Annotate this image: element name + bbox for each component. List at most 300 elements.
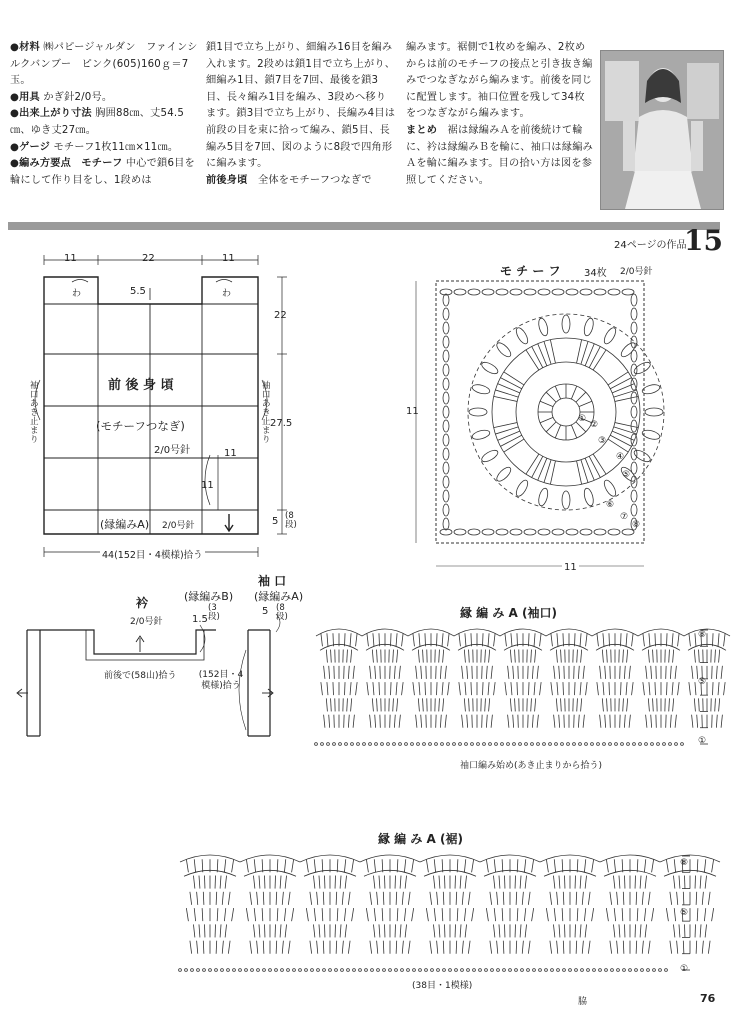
fan-stitch [585, 924, 586, 937]
chain-stitch [375, 743, 378, 746]
motif-edge-loop [454, 289, 466, 295]
fan-stitch [383, 941, 384, 954]
motif-chain-loop [514, 326, 530, 346]
page-number: 76 [700, 992, 716, 1005]
chain-stitch [651, 743, 654, 746]
fan-stitch [642, 892, 643, 905]
chain-stitch [369, 743, 372, 746]
fan-stitch [502, 908, 503, 921]
fan-stitch [715, 698, 716, 711]
fan-stitch [402, 633, 404, 646]
chain-stitch [575, 969, 578, 972]
chain-stitch [335, 969, 338, 972]
fan-stitch [345, 924, 346, 937]
fan-stitch [719, 650, 720, 663]
motif-edge-loop [443, 504, 449, 516]
fan-stitch [336, 941, 337, 954]
fan-stitch [373, 924, 374, 937]
sleeve-rows: (8段) [276, 603, 288, 622]
chain-stitch [359, 969, 362, 972]
fan-stitch [646, 715, 647, 728]
fan-stitch [337, 908, 338, 921]
chain-stitch [453, 743, 456, 746]
fan-stitch [284, 859, 285, 872]
fan-stitch [670, 941, 672, 954]
chain-stitch [477, 743, 480, 746]
fan-stitch [225, 924, 226, 937]
fan-stitch [373, 876, 374, 889]
chain-stitch [515, 969, 518, 972]
fan-stitch [586, 633, 588, 646]
dim-top-right: 11 [222, 253, 235, 264]
chain-stitch [363, 743, 366, 746]
fan-stitch [464, 908, 465, 921]
chain-stitch [407, 969, 410, 972]
motif-edge-loop [443, 350, 449, 362]
fan-stitch [494, 908, 495, 921]
col2-text: 鎖1目で立ち上がり、細編み16目を編み入れます。2段めは鎖1目で立ち上がり、細編み1目、鎖7目を7回、最後を鎖3目、長々編み1目を編み、3段めへ移ります。鎖3目で立ち上がり、長編み4目は前段の目を束に拾って編み、鎖5目、長編み5目を7回、図のように8段で四角形に編みます。 [206, 42, 396, 170]
fan-stitch [232, 859, 234, 872]
fan-stitch [324, 666, 325, 679]
chain-stitch [663, 743, 666, 746]
fan-stitch [705, 924, 706, 937]
fan-stitch [442, 682, 443, 695]
edge-hem-row-1: ① [680, 964, 689, 974]
motif-stitch [532, 346, 543, 367]
fan-stitch [666, 908, 668, 921]
fan-stitch [336, 892, 337, 905]
motif-edge-loop [468, 289, 480, 295]
fan-stitch [557, 941, 558, 954]
chain-stitch [449, 969, 452, 972]
dim-27-5: 27.5 [270, 418, 293, 429]
edge-sleeve-row-8: ⑧ [698, 630, 707, 640]
fan-stitch [532, 715, 533, 728]
fan-stitch [609, 633, 610, 646]
fan-stitch [622, 908, 623, 921]
motif-edge-loop [538, 289, 550, 295]
chain-stitch [423, 743, 426, 746]
motif-stitch [576, 392, 586, 402]
chain-stitch [389, 969, 392, 972]
fan-stitch [225, 876, 226, 889]
chain-stitch [461, 969, 464, 972]
chain-stitch [305, 969, 308, 972]
fan-stitch [393, 698, 394, 711]
fan-stitch [580, 924, 581, 937]
fan-stitch [472, 859, 474, 872]
chain-stitch [413, 969, 416, 972]
fan-stitch [285, 876, 286, 889]
edge-sleeve-start: 袖口編み始め(あき止まりから拾う) [460, 761, 603, 771]
motif-chain-loop [537, 317, 549, 336]
body-needle: 2/0号針 [154, 445, 191, 456]
fan-stitch [561, 650, 562, 663]
fan-stitch [366, 908, 368, 921]
motif-chain-loop [480, 448, 500, 464]
fan-stitch [321, 633, 323, 646]
chain-stitch [269, 969, 272, 972]
fan-stitch [186, 859, 188, 872]
fan-stitch [367, 682, 369, 695]
fan-stitch [366, 859, 368, 872]
fan-stitch [460, 924, 461, 937]
chain-stitch [345, 743, 348, 746]
fan-stitch [557, 633, 558, 646]
fan-stitch [524, 908, 525, 921]
fan-stitch [321, 682, 323, 695]
motif-stitch [571, 386, 576, 399]
motif-edge-loop [510, 289, 522, 295]
chain-stitch [395, 969, 398, 972]
sleeve-open-right: 袖口あき止まり [262, 381, 271, 445]
fan-stitch [490, 941, 492, 954]
motif-stitch [504, 439, 524, 452]
fan-stitch [284, 908, 285, 921]
col1-heading: ●出来上がり寸法 [10, 108, 92, 120]
fan-stitch [499, 876, 500, 889]
fan-stitch [353, 666, 354, 679]
fan-stitch [632, 633, 634, 646]
chain-stitch [251, 969, 254, 972]
fan-stitch [285, 924, 286, 937]
fan-stitch [592, 859, 594, 872]
motif-stitch [494, 423, 517, 428]
fan-stitch [276, 941, 277, 954]
motif-edge-loop [631, 322, 637, 334]
fan-stitch [250, 941, 252, 954]
fan-stitch [203, 941, 204, 954]
fan-stitch [557, 682, 558, 695]
fan-stitch [464, 698, 465, 711]
chain-stitch [293, 969, 296, 972]
fan-stitch [708, 892, 710, 905]
chain-stitch [257, 969, 260, 972]
motif-edge-loop [566, 529, 578, 535]
fan-stitch [333, 633, 334, 646]
fan-stitch [224, 908, 225, 921]
fan-stitch [277, 859, 278, 872]
fan-stitch [216, 941, 217, 954]
fan-stitch [393, 650, 394, 663]
fan-stitch [228, 892, 230, 905]
fan-stitch [488, 633, 489, 646]
motif-edge-loop [482, 289, 494, 295]
motif-chain-loop [562, 315, 570, 333]
fan-stitch [683, 941, 684, 954]
chain-stitch [561, 743, 564, 746]
fan-stitch [637, 859, 638, 872]
fan-stitch [348, 715, 349, 728]
edging-hem-chart [179, 855, 720, 971]
fan-stitch [222, 941, 223, 954]
fan-stitch [379, 924, 380, 937]
fan-stitch [577, 650, 578, 663]
fan-stitch [576, 892, 577, 905]
fan-stitch [370, 666, 371, 679]
motif-edge-loop [443, 294, 449, 306]
fan-stitch [194, 859, 195, 872]
motif-stitch [550, 461, 555, 484]
dim-top-mid: 22 [142, 253, 155, 264]
chain-stitch [617, 969, 620, 972]
motif-edge-loop [524, 289, 536, 295]
fan-stitch [619, 876, 620, 889]
fan-stitch [525, 924, 526, 937]
fan-stitch [405, 924, 406, 937]
fan-stitch [456, 892, 457, 905]
fan-stitch [397, 908, 398, 921]
fan-stitch [626, 682, 627, 695]
fan-stitch [421, 666, 422, 679]
chain-stitch [323, 969, 326, 972]
fan-stitch [692, 666, 693, 679]
fan-stitch [351, 698, 352, 711]
fan-stitch [423, 698, 424, 711]
fan-stitch [277, 908, 278, 921]
fan-stitch [636, 892, 637, 905]
fan-stitch [352, 908, 354, 921]
body-bottom-pickup: 44(152目・4模様)拾う [100, 547, 205, 561]
fan-stitch [430, 892, 432, 905]
fan-stitch [352, 859, 354, 872]
chain-stitch [317, 969, 320, 972]
fan-stitch [443, 941, 444, 954]
fan-stitch [282, 941, 283, 954]
chain-stitch [209, 969, 212, 972]
fan-stitch [679, 924, 680, 937]
chain-stitch [629, 969, 632, 972]
fan-stitch [462, 892, 463, 905]
motif-stitch [526, 350, 539, 370]
motif-edge-loop [496, 289, 508, 295]
fan-stitch [292, 859, 294, 872]
fan-stitch [602, 698, 603, 711]
fan-stitch [670, 892, 672, 905]
fan-stitch [642, 941, 643, 954]
chain-stitch [341, 969, 344, 972]
motif-stitch [577, 340, 582, 363]
fan-stitch [448, 633, 450, 646]
fan-stitch [627, 650, 628, 663]
fan-stitch [699, 698, 700, 711]
fan-stitch [253, 924, 254, 937]
fan-stitch [695, 633, 696, 646]
fan-stitch [622, 859, 623, 872]
dim-top-left: 11 [64, 253, 77, 264]
fan-stitch [416, 715, 417, 728]
chain-stitch [659, 969, 662, 972]
fan-stitch [331, 650, 332, 663]
fan-stitch [391, 633, 392, 646]
chain-stitch [455, 969, 458, 972]
fan-stitch [679, 876, 680, 889]
chain-stitch [639, 743, 642, 746]
chain-stitch [479, 969, 482, 972]
motif-edge-loop [468, 529, 480, 535]
collar-title: 衿 [136, 596, 149, 610]
fan-stitch [404, 859, 405, 872]
chain-stitch [503, 969, 506, 972]
fan-stitch [516, 941, 517, 954]
chain-stitch [557, 969, 560, 972]
motif-edge-loop [443, 406, 449, 418]
fan-stitch [280, 876, 281, 889]
fan-stitch [485, 698, 486, 711]
sleeve-open-left: 袖口あき止まり [30, 381, 39, 445]
fan-stitch [494, 633, 496, 646]
chain-stitch [539, 969, 542, 972]
fan-stitch [651, 666, 652, 679]
fan-stitch [467, 715, 468, 728]
fan-stitch [581, 698, 582, 711]
fan-stitch [644, 908, 645, 921]
fan-stitch [356, 682, 358, 695]
motif-chain-loop [602, 326, 618, 346]
fan-stitch [190, 941, 192, 954]
fan-stitch [323, 941, 324, 954]
fan-stitch [694, 650, 695, 663]
fan-stitch [583, 715, 584, 728]
fan-stitch [186, 908, 188, 921]
fan-stitch [580, 633, 581, 646]
fan-stitch [556, 650, 557, 663]
fan-stitch [508, 715, 509, 728]
motif-chain-loop [632, 360, 652, 376]
fan-stitch [700, 924, 701, 937]
chain-stitch [507, 743, 510, 746]
fan-stitch [379, 682, 380, 695]
fan-stitch [669, 698, 670, 711]
chain-stitch [519, 743, 522, 746]
fan-stitch [327, 633, 328, 646]
fan-stitch [350, 682, 351, 695]
fan-stitch [440, 715, 441, 728]
fan-stitch [494, 682, 496, 695]
fan-stitch [433, 876, 434, 889]
motif-edge-loop [631, 294, 637, 306]
fan-stitch [439, 876, 440, 889]
fan-stitch [399, 666, 400, 679]
motif-round-3: ③ [598, 436, 607, 446]
motif-stitch [610, 435, 631, 446]
chain-stitch [513, 743, 516, 746]
fan-stitch [194, 908, 195, 921]
fan-stitch [413, 682, 415, 695]
motif-stitch [608, 439, 628, 452]
fan-stitch [718, 633, 719, 646]
fan-stitch [503, 892, 504, 905]
fan-stitch [580, 682, 581, 695]
fan-stitch [262, 859, 263, 872]
motif-edge-loop [608, 529, 620, 535]
fan-stitch [532, 666, 533, 679]
fan-stitch [517, 682, 518, 695]
fan-stitch [577, 698, 578, 711]
fan-stitch [228, 941, 230, 954]
motif-edge-loop [510, 529, 522, 535]
fan-stitch [377, 941, 378, 954]
edge-hem-row-8: ⑧ [680, 858, 689, 868]
fan-stitch [583, 666, 584, 679]
fan-stitch [254, 908, 255, 921]
chain-stitch [387, 743, 390, 746]
fan-stitch [692, 715, 693, 728]
motif-edge-loop [443, 518, 449, 530]
fan-stitch [340, 876, 341, 889]
fan-stitch [576, 941, 577, 954]
chain-stitch [653, 969, 656, 972]
chain-stitch [615, 743, 618, 746]
fan-stitch [467, 666, 468, 679]
motif-edge-loop [631, 490, 637, 502]
fan-stitch [317, 892, 318, 905]
fan-stitch [597, 633, 599, 646]
fan-stitch [610, 892, 612, 905]
fan-stitch [276, 892, 277, 905]
fan-stitch [399, 715, 400, 728]
fan-stitch [546, 908, 548, 921]
fan-stitch [702, 941, 703, 954]
motif-title: モ チ ー フ [500, 264, 561, 278]
fan-stitch [554, 908, 555, 921]
fan-stitch [197, 941, 198, 954]
fan-stitch [469, 650, 470, 663]
fan-stitch [322, 908, 323, 921]
fan-stitch [460, 876, 461, 889]
fan-stitch [600, 715, 601, 728]
fan-stitch [465, 682, 466, 695]
motif-dim-width: 11 [564, 562, 577, 573]
fan-stitch [531, 650, 532, 663]
chain-stitch [465, 743, 468, 746]
fan-stitch [563, 941, 564, 954]
fan-stitch [517, 859, 518, 872]
chain-stitch [609, 743, 612, 746]
fan-stitch [677, 892, 678, 905]
fan-stitch [348, 666, 349, 679]
fan-stitch [578, 666, 579, 679]
fan-stitch [493, 876, 494, 889]
col1-heading: ●材料 [10, 42, 40, 53]
fan-stitch [713, 633, 714, 646]
chain-stitch [491, 969, 494, 972]
fan-stitch [702, 892, 703, 905]
fan-stitch [326, 698, 327, 711]
fan-stitch [556, 698, 557, 711]
fan-stitch [674, 908, 675, 921]
fan-stitch [203, 892, 204, 905]
fan-stitch [697, 908, 698, 921]
fan-stitch [529, 682, 530, 695]
chain-stitch [509, 969, 512, 972]
fan-stitch [718, 682, 719, 695]
motif-chain-loop [562, 491, 570, 509]
fan-stitch [621, 682, 622, 695]
fan-stitch [372, 650, 373, 663]
fan-stitch [408, 892, 410, 905]
fan-stitch [437, 633, 438, 646]
motif-edge-loop [631, 504, 637, 516]
fan-stitch [712, 908, 714, 921]
col1-text: ㈱パピージャルダン ファインシルクバンブー ピンク(605)160ｇ＝7玉。 [10, 42, 198, 87]
chain-stitch [467, 969, 470, 972]
chain-stitch [555, 743, 558, 746]
fan-stitch [724, 633, 726, 646]
motif-stitch [532, 456, 543, 477]
fan-stitch [585, 876, 586, 889]
fan-stitch [640, 924, 641, 937]
